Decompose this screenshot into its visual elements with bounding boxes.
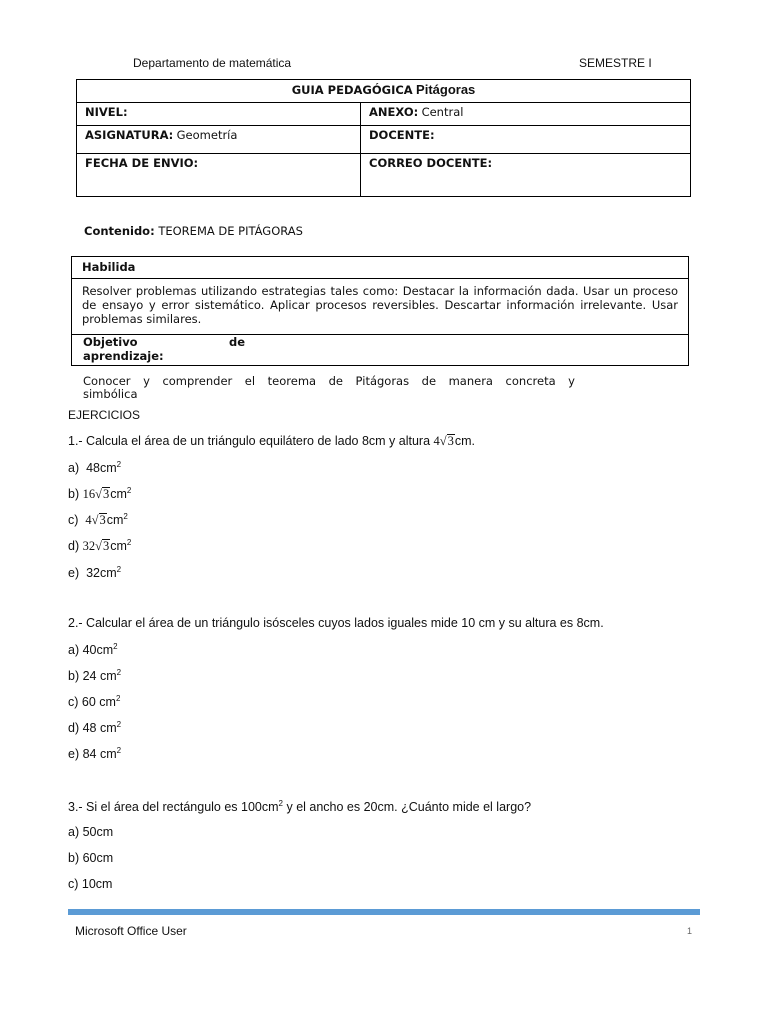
q2-option-a-sup: 2 (113, 642, 118, 651)
nivel-cell (77, 103, 361, 126)
question-3 (68, 799, 531, 814)
objetivo-label-1: Objetivo (83, 335, 138, 349)
q2-option-b-text: b) 24 cm (68, 669, 117, 683)
q3-text-a: 3.- Si el área del rectángulo es 100cm (68, 800, 279, 814)
q2-option-a (68, 642, 118, 657)
nivel-label: NIVEL: (85, 105, 128, 119)
q1-option-d-letter: d) (68, 539, 80, 553)
asignatura-cell (77, 126, 361, 154)
correo-cell (361, 154, 691, 197)
q3-option-b: b) 60cm (68, 851, 114, 865)
q1-option-c-letter: c) (68, 513, 79, 527)
q1-option-b-radicand: 3 (102, 487, 110, 501)
q2-option-d (68, 720, 121, 735)
q1-coef: 4 (433, 434, 440, 448)
objetivo-text-1: Conocer y comprender el teorema de Pitágoras de manera concreta y (83, 374, 575, 388)
q3-option-c: c) 10cm (68, 877, 113, 891)
q1-option-c-coef: 4 (85, 513, 92, 527)
habilidad-box (71, 256, 689, 366)
q1-option-a-letter: a) (68, 461, 80, 475)
semester-label: SEMESTRE I (579, 56, 652, 70)
asignatura-label: ASIGNATURA: (85, 128, 174, 142)
q1-option-d-sup: 2 (126, 538, 132, 547)
objetivo-text-2: simbólica (83, 387, 138, 401)
footer-divider (68, 909, 700, 915)
q1-text: 1.- Calcula el área de un triángulo equilátero de lado 8cm y altura (68, 434, 431, 448)
habilidad-text: Resolver problemas utilizando estrategias tales como: Destacar la información dada. Usar un proceso de ensayo y error sistemático. Aplicar procesos reversibles. Descartar información irrelevante. Usar problemas similares. (72, 279, 688, 335)
guide-title-prefix: GUIA PEDAGÓGICA (291, 83, 413, 97)
q1-option-d-coef: 32 (82, 539, 96, 553)
contenido-label: Contenido: (84, 224, 155, 238)
docente-cell (361, 126, 691, 154)
q3-text-b: y el ancho es 20cm. ¿Cuánto mide el largo? (283, 800, 532, 814)
footer-author: Microsoft Office User (75, 924, 187, 938)
q2-option-d-text: d) 48 cm (68, 721, 117, 735)
q2-option-a-text: a) 40cm (68, 643, 114, 657)
info-table (76, 79, 691, 197)
q1-option-e-value: 32cm (86, 566, 117, 580)
objetivo-label-2: aprendizaje: (83, 349, 164, 363)
fecha-label: FECHA DE ENVIO: (85, 156, 199, 170)
ejercicios-label: EJERCICIOS (68, 408, 141, 422)
q2-option-c (68, 694, 120, 709)
anexo-cell (361, 103, 691, 126)
asignatura-value: Geometría (176, 128, 238, 142)
q1-option-b: b) $16√3cm^2$ (68, 486, 132, 501)
correo-label: CORREO DOCENTE: (369, 156, 493, 170)
footer-page-number: 1 (687, 926, 693, 936)
q2-option-c-sup: 2 (115, 694, 121, 703)
q1-option-c-sup: 2 (123, 512, 128, 521)
anexo-value: Central (421, 105, 464, 119)
q1-option-d-unit: cm (110, 539, 127, 553)
q2-option-b (68, 668, 121, 683)
fecha-cell (77, 154, 361, 197)
q2-option-b-sup: 2 (116, 668, 122, 677)
q1-option-d-radicand: 3 (102, 539, 110, 553)
q1-option-c: c) $4√3cm^2$ (68, 512, 128, 527)
q1-option-d: d) $32√3cm^2$ (68, 538, 132, 553)
q1-option-c-unit: cm (106, 513, 124, 527)
q1-radicand: 3 (447, 434, 454, 448)
q1-option-a-value: 48cm (86, 461, 117, 475)
objetivo-label-cell (72, 335, 688, 365)
question-1: 1.- Calcula el área de un triángulo equilátero de lado 8cm y altura 4√3cm. (68, 434, 476, 448)
q1-option-b-letter: b) (68, 487, 80, 501)
q1-option-e-sup: 2 (116, 565, 122, 574)
q3-option-a: a) 50cm (68, 825, 114, 839)
q1-option-b-coef: 16 (82, 487, 96, 501)
q1-option-b-unit: cm (110, 487, 127, 501)
q2-option-e-text: e) 84 cm (68, 747, 117, 761)
q1-option-b-sup: 2 (126, 486, 132, 495)
q2-option-c-text: c) 60 cm (68, 695, 116, 709)
q1-option-c-radicand: 3 (99, 513, 106, 527)
habilidad-label: Habilida (72, 257, 688, 279)
question-2: 2.- Calcular el área de un triángulo isósceles cuyos lados iguales mide 10 cm y su altura es 8cm. (68, 616, 604, 630)
objetivo-label-de: de (229, 335, 246, 349)
q1-option-e-letter: e) (68, 566, 80, 580)
q3-sup: 2 (278, 799, 283, 808)
q1-option-a-sup: 2 (116, 460, 122, 469)
q2-option-d-sup: 2 (116, 720, 122, 729)
q1-option-e (68, 565, 121, 580)
docente-label: DOCENTE: (369, 128, 435, 142)
q2-option-e (68, 746, 121, 761)
q1-unit: cm. (454, 434, 476, 448)
contenido-line (84, 224, 303, 238)
contenido-value: TEOREMA DE PITÁGORAS (158, 224, 303, 238)
department-label: Departamento de matemática (133, 56, 292, 70)
q1-option-a (68, 460, 121, 475)
anexo-label: ANEXO: (369, 105, 419, 119)
guide-title (77, 80, 691, 103)
q2-option-e-sup: 2 (116, 746, 122, 755)
guide-title-suffix: Pitágoras (416, 82, 476, 97)
